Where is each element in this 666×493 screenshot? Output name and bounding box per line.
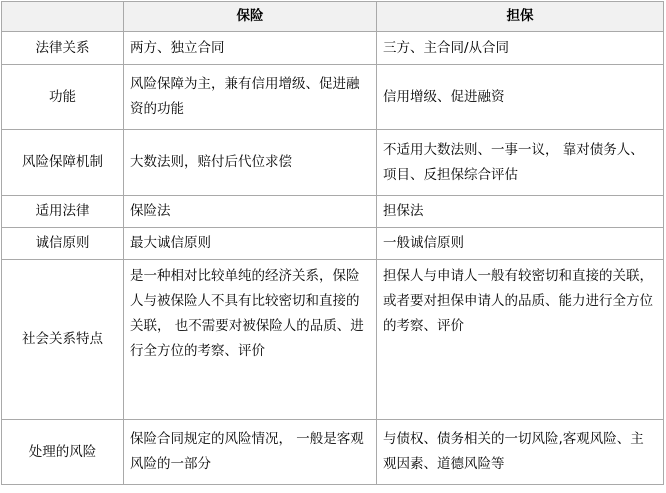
insurance-cell: 保险合同规定的风险情况， 一般是客观风险的一部分 [124, 420, 377, 485]
guarantee-cell: 三方、主合同/从合同 [377, 32, 664, 65]
insurance-cell: 两方、独立合同 [124, 32, 377, 65]
insurance-cell: 是一种相对比较单纯的经济关系，保险人与被保险人不具有比较密切和直接的关联， 也不需要对被保险人的品质、进行全方位的考察、评价 [124, 260, 377, 420]
guarantee-cell: 信用增级、促进融资 [377, 65, 664, 130]
header-corner-cell [2, 2, 124, 32]
row-label: 法律关系 [2, 32, 124, 65]
header-guarantee: 担保 [377, 2, 664, 32]
table-row [2, 196, 664, 228]
row-label: 风险保障机制 [2, 130, 124, 196]
table-row [2, 32, 664, 65]
header-insurance: 保险 [124, 2, 377, 32]
table-row [2, 260, 664, 420]
guarantee-cell: 担保法 [377, 196, 664, 228]
comparison-table [1, 1, 664, 485]
row-label: 社会关系特点 [2, 260, 124, 420]
row-label: 处理的风险 [2, 420, 124, 485]
table-row [2, 228, 664, 260]
guarantee-cell: 不适用大数法则、一事一议， 靠对债务人、项目、反担保综合评估 [377, 130, 664, 196]
row-label: 功能 [2, 65, 124, 130]
row-label: 诚信原则 [2, 228, 124, 260]
insurance-cell: 大数法则，赔付后代位求偿 [124, 130, 377, 196]
guarantee-cell: 与债权、债务相关的一切风险,客观风险、主观因素、道德风险等 [377, 420, 664, 485]
guarantee-cell: 一般诚信原则 [377, 228, 664, 260]
header-row [2, 2, 664, 32]
table-row [2, 65, 664, 130]
guarantee-cell: 担保人与申请人一般有较密切和直接的关联， 或者要对担保申请人的品质、能力进行全方位的考察、评价 [377, 260, 664, 420]
row-label: 适用法律 [2, 196, 124, 228]
insurance-cell: 保险法 [124, 196, 377, 228]
insurance-cell: 风险保障为主，兼有信用增级、促进融资的功能 [124, 65, 377, 130]
table-row [2, 420, 664, 485]
insurance-cell: 最大诚信原则 [124, 228, 377, 260]
table-row [2, 130, 664, 196]
